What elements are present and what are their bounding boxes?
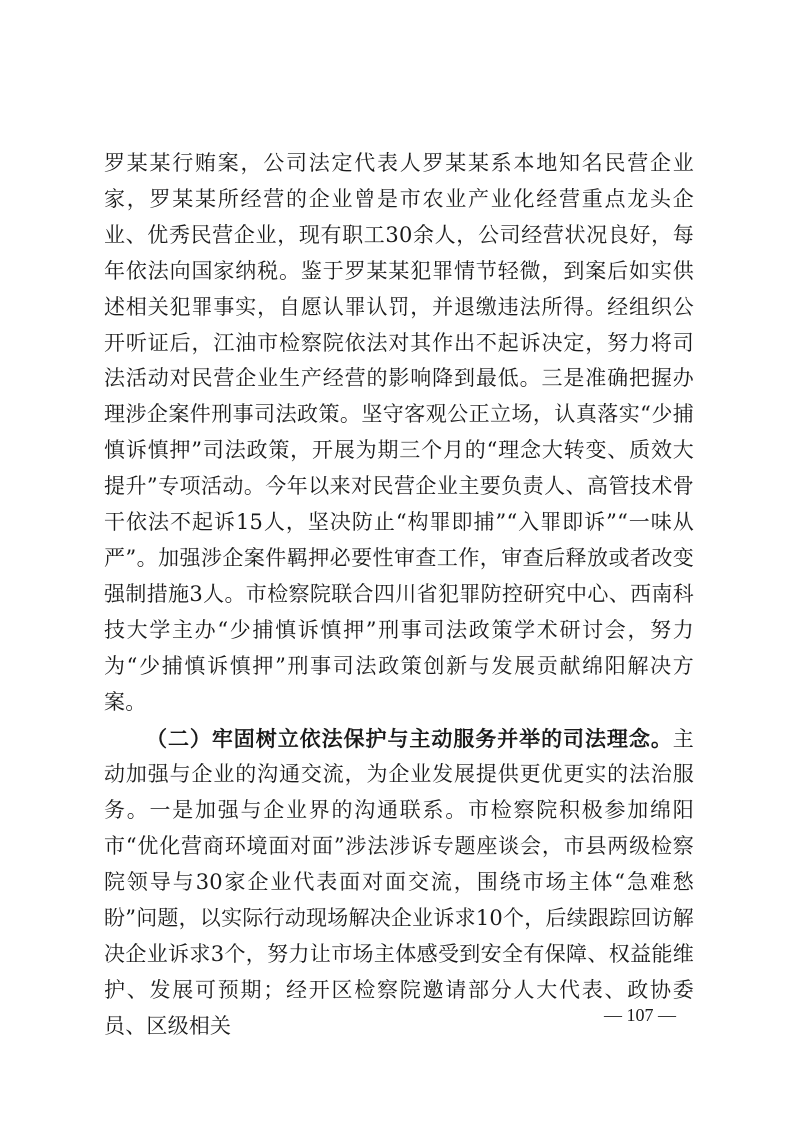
paragraph-continuation: 罗某某行贿案，公司法定代表人罗某某系本地知名民营企业家，罗某某所经营的企业曾是市农业产业化经营重点龙头企业、优秀民营企业，现有职工30余人，公司经营状况良好，每年依法向国家纳税。鉴于罗某某犯罪情节轻微，到案后如实供述相关犯罪事实，自愿认罪认罚，并退缴违法所得。经组织公开听证后，江油市检察院依法对其作出不起诉决定，努力将司法活动对民营企业生产经营的影响降到最低。三是准确把握办理涉企案件刑事司法政策。坚守客观公正立场，认真落实“少捕慎诉慎押”司法政策，开展为期三个月的“理念大转变、质效大提升”专项活动。今年以来对民营企业主要负责人、高管技术骨干依法不起诉15人，坚决防止“构罪即捕”“入罪即诉”“一味从严”。加强涉企案件羁押必要性审查工作，审查后释放或者改变强制措施3人。市检察院联合四川省犯罪防控研究中心、西南科技大学主办“少捕慎诉慎押”刑事司法政策学术研讨会，努力为“少捕慎诉慎押”刑事司法政策创新与发展贡献绵阳解决方案。 [104, 151, 694, 714]
body-text [104, 146, 694, 1045]
paragraph-section-two [104, 721, 694, 1045]
page-number: — 107 — [604, 1005, 676, 1025]
section-body: 主动加强与企业的沟通交流，为企业发展提供更优更实的法治服务。一是加强与企业界的沟通联系。市检察院积极参加绵阳市“优化营商环境面对面”涉法涉诉专题座谈会，市县两级检察院领导与30家企业代表面对面交流，围绕市场主体“急难愁盼”问题，以实际行动现场解决企业诉求10个，后续跟踪回访解决企业诉求3个，努力让市场主体感受到安全有保障、权益能维护、发展可预期；经开区检察院邀请部分人大代表、政协委员、区级相关 [104, 726, 694, 1038]
section-heading: （二）牢固树立依法保护与主动服务并举的司法理念。 [146, 725, 673, 751]
